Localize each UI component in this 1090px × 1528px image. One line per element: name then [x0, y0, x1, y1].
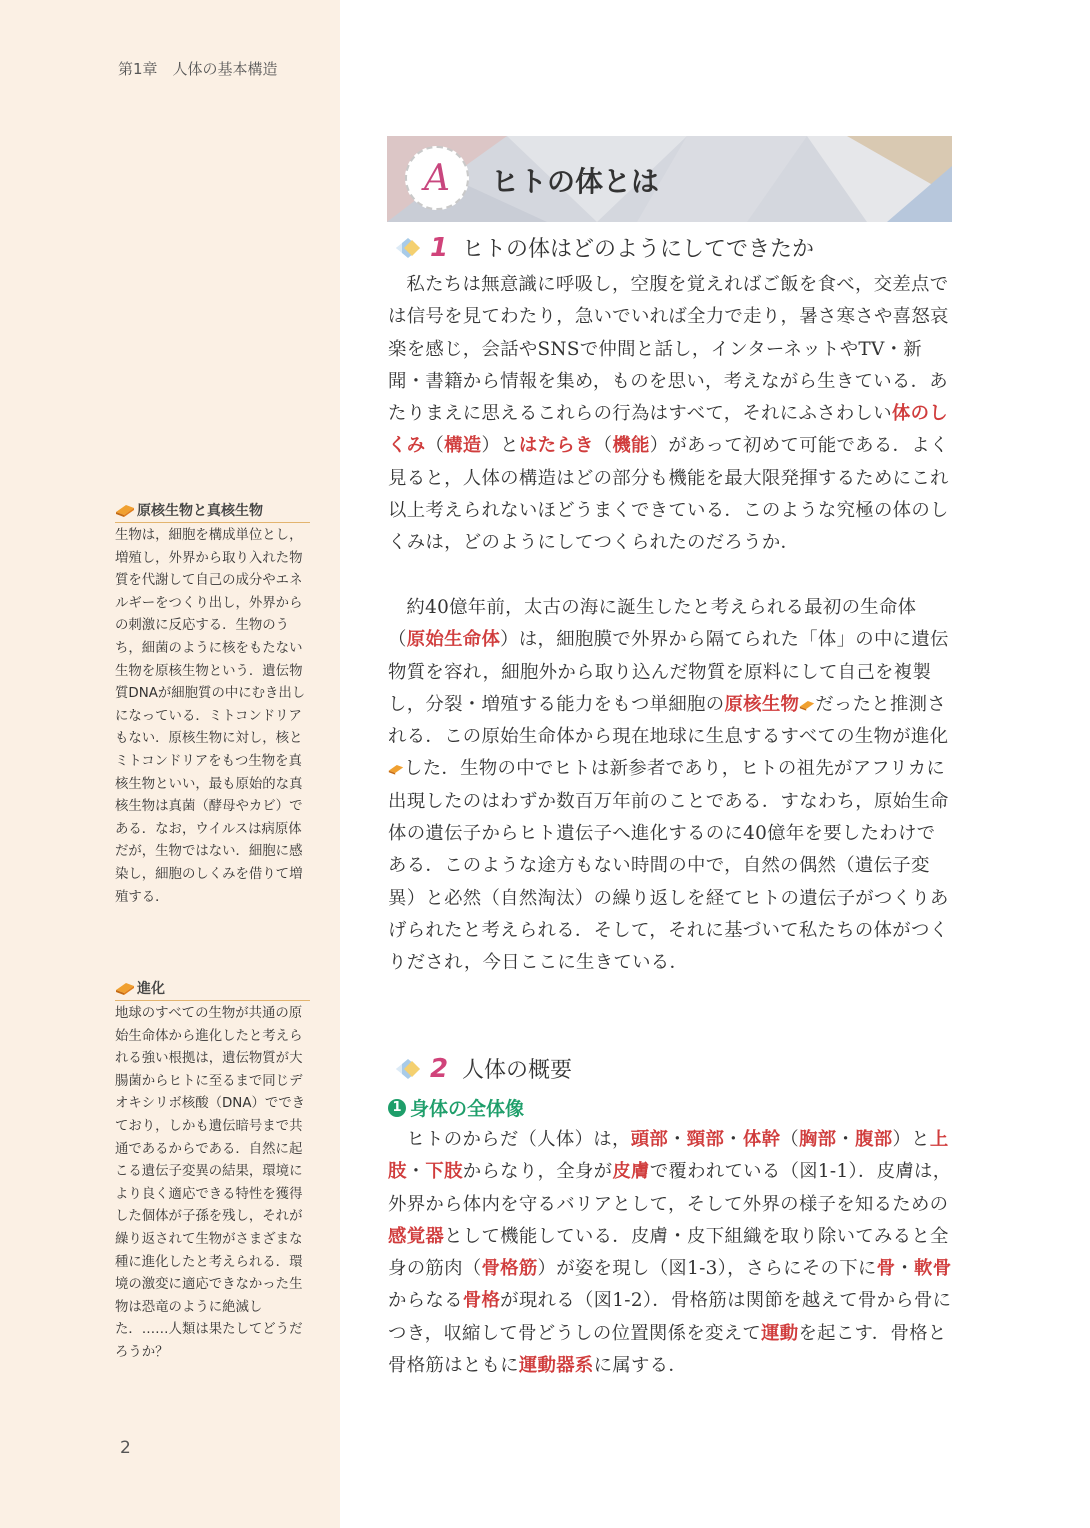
side-note-body: 地球のすべての生物が共通の原始生命体から進化したと考えられる強い根拠は，遺伝物質が大腸菌からヒトに至るまで同じデオキシリボ核酸（DNA）でできており，しかも遺伝暗号まで共通であるからである．自然に起こる遺伝子変異の結果，環境により良く適応できる特性を獲得した個体が子孫を残し，それが繰り返されて生物がさまざまな種に進化したと考えられる．環境の激変に適応できなかった生物は恐竜のように絶滅した．……人類は果たしてどうだろうか？ [115, 1006, 306, 1360]
banner-title: ヒトの体とは [491, 165, 660, 198]
paragraph-2: 約40億年前，太古の海に誕生したと考えられる最初の生命体（原始生命体）は，細胞膜で外界から隔てられた「体」の中に遺伝物質を容れ，細胞外から取り込んだ物質を原料にして自己を複製し，分裂・増殖する能力をもつ単細胞の原核生物 だったと推測される．この原始生命体から現在地球に生息するすべての生物が進化した．生物の中でヒトは新参者であり，ヒトの祖先がアフリカに出現したのはわずか数百万年前のことである．すなわち，原始生命体の遺伝子からヒト遺伝子へ進化するのに40億年を要したわけである．このような途方もない時間の中で，自然の偶然（遺伝子変異）と必然（自然淘汰）の繰り返しを経てヒトの遺伝子がつくりあげられたと考えられる．そして，それに基づいて私たちの体がつくりだされ，今日ここに生きている． [388, 597, 949, 974]
banner-background [387, 136, 952, 222]
side-note-evolution [115, 978, 310, 1365]
book-icon [799, 699, 815, 711]
chapter-header: 第1章 人体の基本構造 [118, 60, 278, 78]
page-number: 2 [120, 1438, 131, 1458]
side-note-body: 生物は，細胞を構成単位とし，増殖し，外界から取り入れた物質を代謝して自己の成分やエネルギーをつくり出し，外界からの刺激に反応する．生物のうち，細菌のように核をもたない生物を原核生物という．遺伝物質DNAが細胞質の中にむき出しになっている．ミトコンドリアもない．原核生物に対し，核とミトコンドリアをもつ生物を真核生物といい，最も原始的な真核生物は真菌（酵母やカビ）である．なお，ウイルスは病原体だが，生物ではない．細胞に感染し，細胞のしくみを借りて増殖する． [115, 528, 306, 905]
book-icon [388, 763, 404, 775]
side-note-prokaryote [115, 500, 310, 909]
book-icon [115, 981, 135, 995]
section-heading-2: 2 人体の概要 [392, 1053, 572, 1084]
paragraph-1: 私たちは無意識に呼吸し，空腹を覚えればご飯を食べ，交差点では信号を見てわたり，急いでいれば全力で走り，暑さ寒さや喜怒哀楽を感じ，会話やSNSで仲間と話し，インターネットやTV・新聞・書籍から情報を集め，ものを思い，考えながら生きている．あたりまえに思えるこれらの行為はすべて，それにふさわしい体のしくみ（構造）とはたらき（機能）があって初めて可能である．よく見ると，人体の構造はどの部分も機能を最大限発揮するためにこれ以上考えられないほどうまくできている．このような究極の体のしくみは，どのようにしてつくられたのだろうか． [388, 274, 949, 554]
side-note-title: 原核生物と真核生物 [115, 500, 310, 523]
section-title: ヒトの体はどのようにしてできたか [462, 237, 815, 262]
book-icon [115, 503, 135, 517]
number-badge: 1 [388, 1099, 406, 1117]
section-heading-1: 1 ヒトの体はどのようにしてできたか [392, 232, 814, 263]
section-letter-badge: A [405, 146, 469, 210]
chapter-section-banner [387, 136, 952, 222]
section-title: 人体の概要 [462, 1058, 573, 1083]
subsection-heading: 1 身体の全体像 [388, 1094, 524, 1121]
side-note-title: 進化 [115, 978, 310, 1001]
diamond-icon [392, 1055, 428, 1083]
diamond-icon [392, 234, 428, 262]
paragraph-3: ヒトのからだ（人体）は，頭部・頸部・体幹（胸部・腹部）と上肢・下肢からなり，全身が皮膚で覆われている（図1-1）．皮膚は，外界から体内を守るバリアとして，そして外界の様子を知るための感覚器として機能している．皮膚・皮下組織を取り除いてみると全身の筋肉（骨格筋）が姿を現し（図1-3），さらにその下に骨・軟骨からなる骨格が現れる（図1-2）．骨格筋は関節を越えて骨から骨につき，収縮して骨どうしの位置関係を変えて運動を起こす．骨格と骨格筋はともに運動器系に属する． [388, 1129, 952, 1377]
